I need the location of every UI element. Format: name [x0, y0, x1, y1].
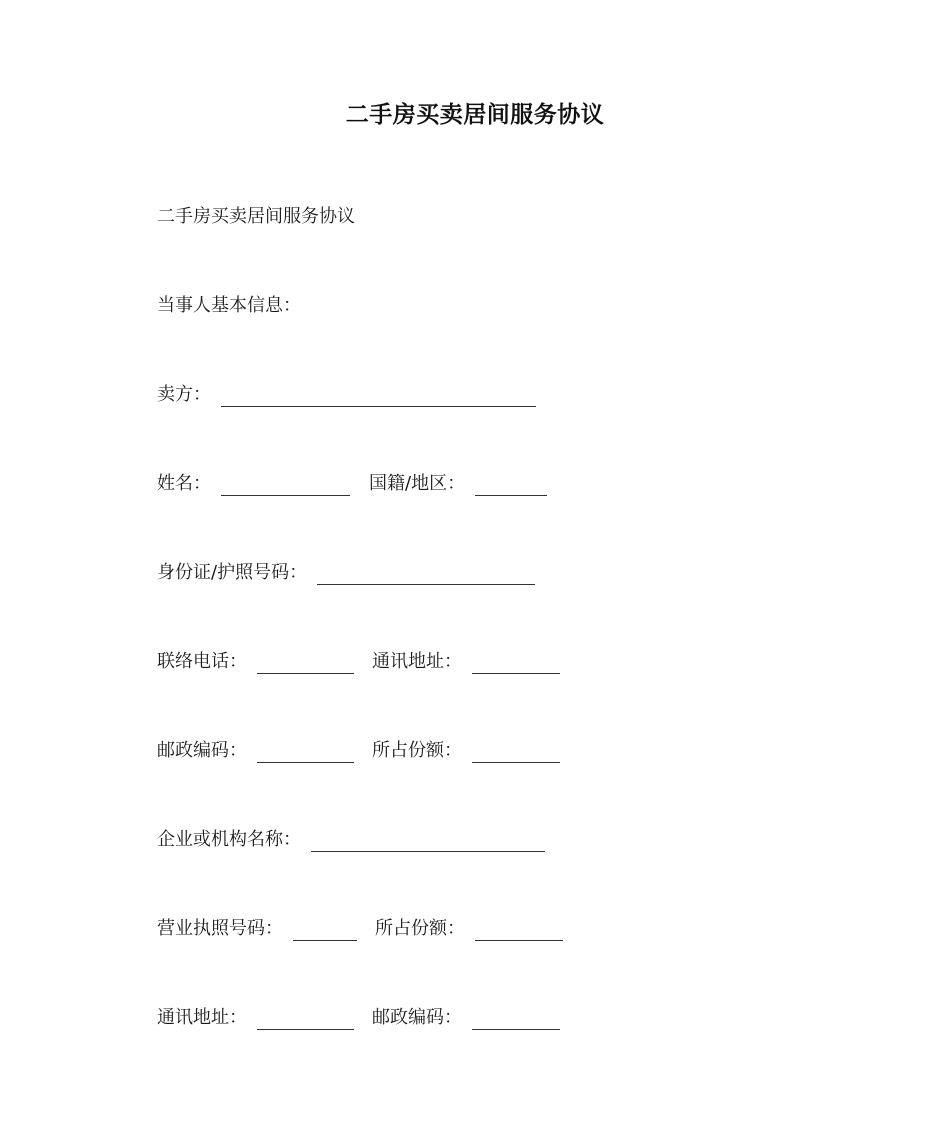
seller-line: [157, 383, 536, 407]
address-label: 通讯地址：: [372, 651, 462, 672]
postcode-label-2: 邮政编码：: [372, 1007, 462, 1028]
share-label: 所占份额：: [372, 740, 462, 761]
postcode-share-line: [157, 739, 560, 763]
document-subtitle: [157, 205, 355, 229]
share-label-2: 所占份额：: [375, 918, 465, 939]
id-line: [157, 561, 535, 585]
license-label: 营业执照号码：: [157, 918, 283, 939]
company-blank[interactable]: [311, 833, 545, 852]
address-blank-2[interactable]: [257, 1011, 354, 1030]
address-label-2: 通讯地址：: [157, 1007, 247, 1028]
seller-label: 卖方：: [157, 384, 211, 405]
subtitle-text: 二手房买卖居间服务协议: [157, 206, 355, 227]
license-share-line: [157, 917, 563, 941]
address-postcode-line: [157, 1006, 560, 1030]
postcode-blank[interactable]: [257, 744, 354, 763]
nationality-label: 国籍/地区：: [369, 473, 466, 494]
license-blank[interactable]: [293, 922, 357, 941]
nationality-blank[interactable]: [475, 477, 547, 496]
phone-label: 联络电话：: [157, 651, 247, 672]
party-info-heading: [157, 294, 301, 318]
seller-blank[interactable]: [221, 388, 536, 407]
name-nationality-line: [157, 472, 547, 496]
postcode-label: 邮政编码：: [157, 740, 247, 761]
company-line: [157, 828, 545, 852]
share-blank-2[interactable]: [475, 922, 563, 941]
id-label: 身份证/护照号码：: [157, 562, 308, 583]
share-blank[interactable]: [472, 744, 560, 763]
id-blank[interactable]: [317, 566, 535, 585]
phone-address-line: [157, 650, 560, 674]
name-label: 姓名：: [157, 473, 211, 494]
address-blank[interactable]: [472, 655, 560, 674]
company-label: 企业或机构名称：: [157, 829, 301, 850]
name-blank[interactable]: [221, 477, 350, 496]
party-info-heading-text: 当事人基本信息：: [157, 295, 301, 316]
postcode-blank-2[interactable]: [472, 1011, 560, 1030]
document-title: 二手房买卖居间服务协议: [345, 102, 605, 128]
phone-blank[interactable]: [257, 655, 354, 674]
